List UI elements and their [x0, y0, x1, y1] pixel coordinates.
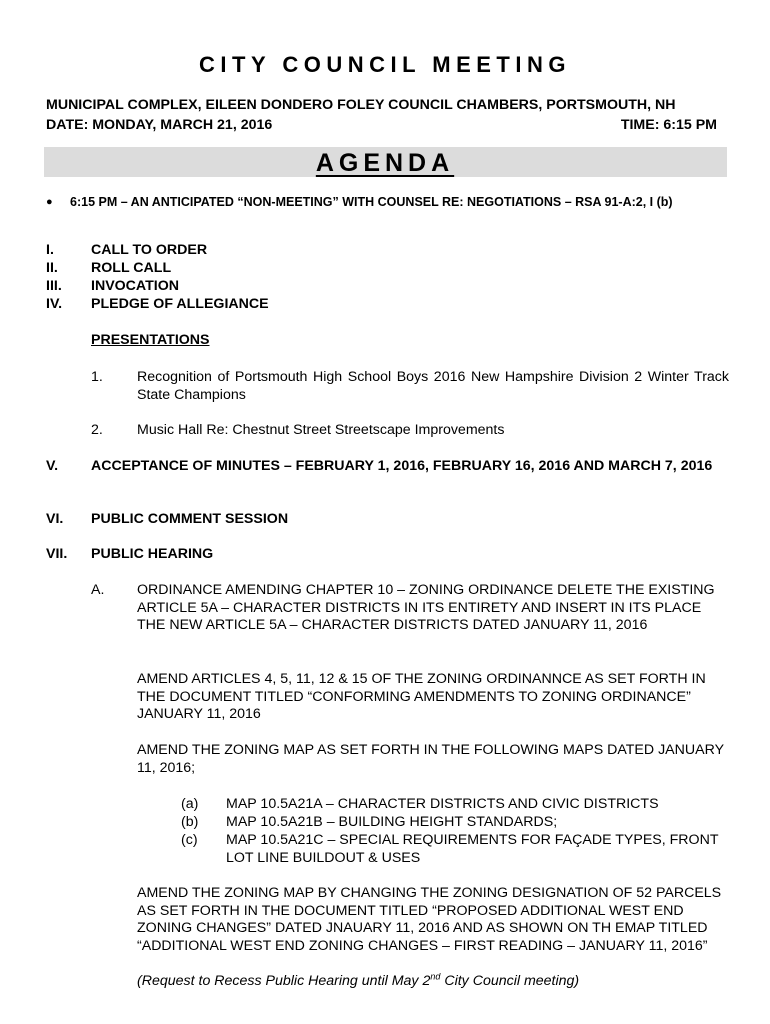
- agenda-item-call-to-order: CALL TO ORDER: [91, 242, 208, 258]
- presentations-heading: PRESENTATIONS: [91, 332, 210, 348]
- presentation-item: Music Hall Re: Chestnut Street Streetscape Improvements: [137, 422, 505, 438]
- hearing-amend-designation: AMEND THE ZONING MAP BY CHANGING THE ZONING DESIGNATION OF 52 PARCELS AS SET FORTH IN THE DOCUMENT TITLED “PROPOSED ADDITIONAL WEST END ZONING CHANGES” DATED JNAUARY 11, 2016 AND AS SHOWN ON TH EMAP TITLED “ADDITIONAL WEST END ZONING CHANGES – FIRST READING – JANUARY 11, 2016”: [137, 885, 722, 954]
- presentation-number: 1.: [91, 369, 103, 385]
- map-item: MAP 10.5A21C – SPECIAL REQUIREMENTS FOR FAÇADE TYPES, FRONT LOT LINE BUILDOUT & USES: [226, 832, 719, 866]
- map-item: MAP 10.5A21A – CHARACTER DISTRICTS AND CIVIC DISTRICTS: [226, 796, 659, 812]
- agenda-item-number: III.: [46, 278, 62, 294]
- hearing-amend-map: AMEND THE ZONING MAP AS SET FORTH IN THE FOLLOWING MAPS DATED JANUARY 11, 2016;: [137, 742, 724, 776]
- agenda-item-public-hearing: PUBLIC HEARING: [91, 546, 214, 562]
- agenda-item-pledge: PLEDGE OF ALLEGIANCE: [91, 296, 269, 312]
- agenda-item-number: VII.: [46, 546, 68, 562]
- map-item-letter: (c): [181, 832, 198, 848]
- hearing-amend-articles: AMEND ARTICLES 4, 5, 11, 12 & 15 OF THE ZONING ORDINANNCE AS SET FORTH IN THE DOCUMENT TITLED “CONFORMING AMENDMENTS TO ZONING ORDINANCE” JANUARY 11, 2016: [137, 671, 706, 722]
- presentation-number: 2.: [91, 422, 103, 438]
- agenda-item-number: IV.: [46, 296, 63, 312]
- non-meeting-notice: 6:15 PM – AN ANTICIPATED “NON-MEETING” WITH COUNSEL RE: NEGOTIATIONS – RSA 91-A:2, I (b): [70, 195, 673, 209]
- agenda-heading-text: AGENDA: [315, 149, 455, 177]
- bullet-icon: ●: [46, 196, 53, 208]
- agenda-item-number: II.: [46, 260, 58, 276]
- agenda-item-minutes: ACCEPTANCE OF MINUTES – FEBRUARY 1, 2016, FEBRUARY 16, 2016 AND MARCH 7, 2016: [91, 458, 713, 474]
- agenda-item-number: VI.: [46, 511, 64, 527]
- agenda-item-number: I.: [46, 242, 54, 258]
- agenda-item-invocation: INVOCATION: [91, 278, 180, 294]
- recess-request-note: (Request to Recess Public Hearing until May 2nd City Council meeting): [137, 971, 580, 989]
- agenda-item-number: V.: [46, 458, 59, 474]
- meeting-date: DATE: MONDAY, MARCH 21, 2016: [46, 117, 273, 133]
- map-item-letter: (b): [181, 814, 199, 830]
- meeting-time: TIME: 6:15 PM: [620, 117, 717, 133]
- agenda-item-public-comment: PUBLIC COMMENT SESSION: [91, 511, 289, 527]
- agenda-heading: [0, 148, 770, 178]
- map-item-letter: (a): [181, 796, 199, 812]
- agenda-item-roll-call: ROLL CALL: [91, 260, 172, 276]
- presentation-item: Recognition of Portsmouth High School Boys 2016 New Hampshire Division 2 Winter Track State Champions: [137, 369, 729, 403]
- map-item: MAP 10.5A21B – BUILDING HEIGHT STANDARDS;: [226, 814, 558, 830]
- page-title: CITY COUNCIL MEETING: [199, 52, 571, 77]
- meeting-location: MUNICIPAL COMPLEX, EILEEN DONDERO FOLEY COUNCIL CHAMBERS, PORTSMOUTH, NH: [46, 97, 676, 113]
- hearing-item-letter: A.: [91, 582, 105, 598]
- hearing-ordinance-text: ORDINANCE AMENDING CHAPTER 10 – ZONING ORDINANCE DELETE THE EXISTING ARTICLE 5A – CHARACTER DISTRICTS IN ITS ENTIRETY AND INSERT IN ITS PLACE THE NEW ARTICLE 5A – CHARACTER DISTRICTS DATED JANUARY 11, 2016: [137, 582, 715, 633]
